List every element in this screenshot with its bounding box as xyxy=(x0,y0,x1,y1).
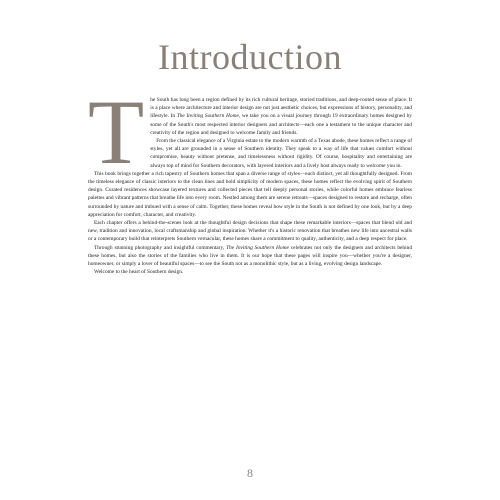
paragraph-text: Through stunning photography and insightful commentary, xyxy=(94,244,227,251)
paragraph: This book brings together a rich tapestry of Southern homes that span a diverse range of styles—each distinct, yet all thoughtfully designed. From the timeless elegance of classic interiors to the clean lines and bold simplicity of modern spaces, these homes reflect the evolving spirit of Southern design. Curated residences showcase layered textures and collected pieces that tell deeply personal stories, while colorful homes embrace fearless palettes and vibrant patterns that breathe life into every room. Nestled among them are serene retreats—spaces designed to restore and recharge, often surrounded by nature and imbued with a sense of calm. Together, these homes reveal how style in the South is not defined by one look, but by a deep appreciation for comfort, character, and creativity. xyxy=(88,170,412,218)
page-title: Introduction xyxy=(158,37,342,77)
paragraph-text: he South has long been a region defined by its rich cultural heritage, storied traditions, and deep-rooted sense of place. It is a place where architecture and interior design are not just aesthetic choices, but expressions of history, personality, and lifestyle. In xyxy=(150,97,412,120)
paragraph: Welcome to the heart of Southern design. xyxy=(94,269,184,276)
paragraph-text: celebrates not only the designers and architects behind these homes, but also the stories of the families who live in them. It is our hope that these pages will inspire you—whether you're a designer, homeowner, or simply a lover of beautiful spaces—to see the South not as a monolithic style, but as a living, evolving design landscape. xyxy=(88,244,413,268)
drop-cap: T xyxy=(88,81,145,183)
book-title-reference: The Inviting Southern Home xyxy=(226,244,289,251)
paragraph-text: , we take you on a visual journey through 19 extraordinary homes designed by some of the South's most respected interior designers and architects—each one a testament to the unique character and creativity of the region and designed to welcome family and friends. xyxy=(150,113,413,136)
paragraph xyxy=(88,244,412,269)
body-text xyxy=(88,81,413,276)
page-number: 8 xyxy=(247,466,253,480)
paragraph: Each chapter offers a behind-the-scenes look at the thoughtful design decisions that shape these remarkable interiors—spaces that blend old and new, tradition and innovation, local craftsmanship and global inspiration. Whether it's a historic renovation that breathes new life into ancestral walls or a contemporary build that reinterprets Southern vernacular, these homes share a commitment to quality, authenticity, and a deep respect for place. xyxy=(88,220,412,243)
paragraph: From the classical elegance of a Virginia estate to the modern warmth of a Texas abode, these homes reflect a range of styles, yet all are grounded in a sense of Southern identity. They speak to a way of life that values comfort without compromise, beauty without pretense, and timelessness without rigidity. Of course, hospitality and entertaining are always top of mind for Southern decorators, with layered interiors and a lively host always ready to welcome you in. xyxy=(150,138,412,169)
book-title-reference: The Inviting Southern Home xyxy=(176,113,239,120)
